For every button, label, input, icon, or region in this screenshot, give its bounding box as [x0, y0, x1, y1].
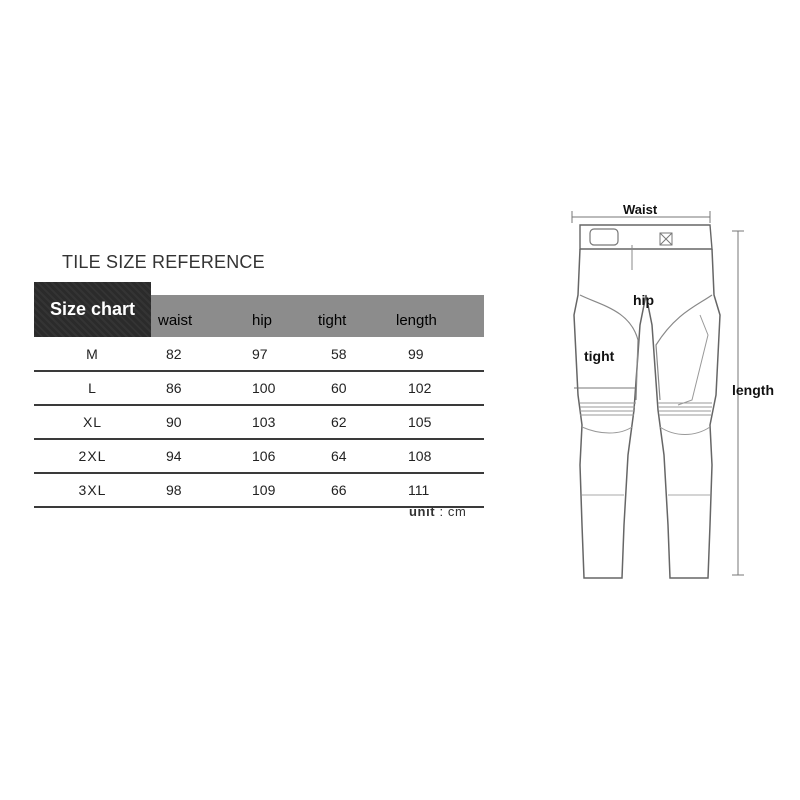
waist-cell: 86: [166, 380, 182, 396]
tight-cell: 60: [331, 380, 347, 396]
length-cell: 111: [408, 482, 430, 498]
tight-cell: 64: [331, 448, 347, 464]
column-header-tight: tight: [318, 312, 347, 329]
size-chart-badge: Size chart: [34, 282, 151, 337]
hip-cell: 103: [252, 414, 276, 430]
unit-value: cm: [447, 504, 467, 519]
pants-measurement-diagram: [560, 195, 800, 590]
size-cell: 2XL: [78, 448, 107, 464]
size-cell: L: [88, 380, 97, 396]
column-header-hip: hip: [252, 312, 273, 329]
tight-cell: 58: [331, 346, 347, 362]
size-cell: XL: [82, 414, 103, 430]
unit-note: [409, 504, 466, 519]
hip-cell: 100: [252, 380, 276, 396]
length-label: length: [732, 382, 774, 398]
table-row: [34, 338, 484, 372]
length-cell: 108: [408, 448, 432, 464]
waist-label: Waist: [623, 202, 658, 217]
size-chart-table: [34, 282, 484, 508]
tight-cell: 62: [331, 414, 347, 430]
size-cell: 3XL: [78, 482, 107, 498]
unit-label: unit: [409, 504, 436, 519]
size-cell: M: [86, 346, 99, 362]
waist-cell: 94: [166, 448, 182, 464]
length-cell: 102: [408, 380, 432, 396]
hip-cell: 109: [252, 482, 276, 498]
hip-cell: 106: [252, 448, 276, 464]
length-cell: 105: [408, 414, 432, 430]
unit-separator: :: [439, 504, 444, 519]
table-row: [34, 440, 484, 474]
table-row: [34, 372, 484, 406]
table-row: [34, 474, 484, 508]
length-cell: 99: [408, 346, 424, 362]
waist-cell: 90: [166, 414, 182, 430]
right-leg-outline: [646, 249, 720, 578]
hip-cell: 97: [252, 346, 268, 362]
table-row: [34, 406, 484, 440]
waist-cell: 98: [166, 482, 182, 498]
waist-cell: 82: [166, 346, 182, 362]
reference-title: TILE SIZE REFERENCE: [62, 252, 265, 272]
tight-label: tight: [584, 348, 615, 364]
column-header-length: length: [396, 312, 437, 329]
tight-cell: 66: [331, 482, 347, 498]
hip-label: hip: [633, 292, 654, 308]
table-header: [34, 282, 484, 338]
column-header-waist: waist: [158, 312, 193, 329]
